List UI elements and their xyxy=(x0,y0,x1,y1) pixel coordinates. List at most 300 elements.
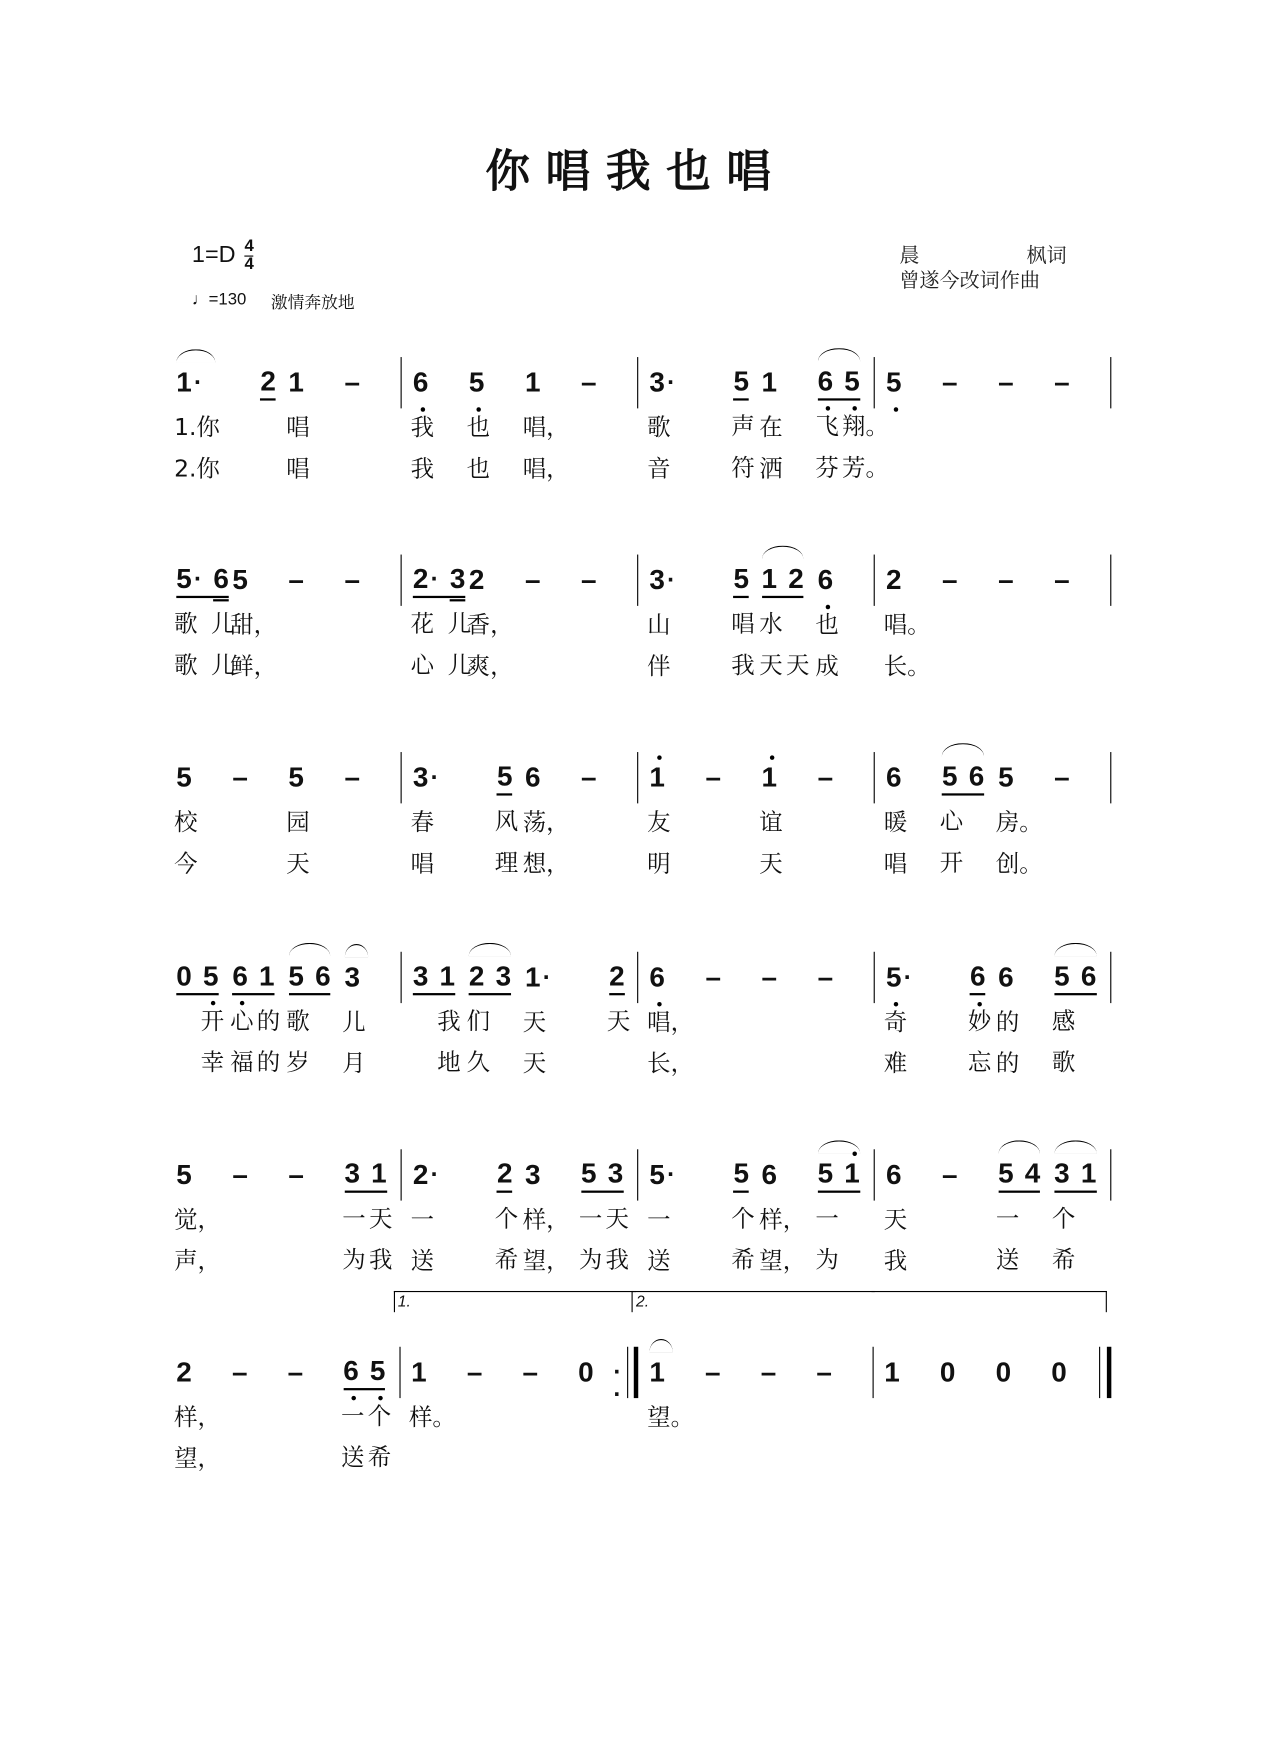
beat xyxy=(815,1149,874,1273)
note-digit: 5 xyxy=(733,365,750,397)
volta-bracket: 2. xyxy=(632,1291,875,1312)
note xyxy=(522,762,570,878)
key-label: 1=D xyxy=(191,242,236,268)
lyric-verse-1: 暖 xyxy=(883,808,908,836)
measure xyxy=(873,1347,1111,1398)
note xyxy=(785,562,810,678)
beat xyxy=(581,752,637,803)
time-denominator: 4 xyxy=(244,254,254,274)
beat xyxy=(731,1149,761,1273)
note-digit: 3 xyxy=(344,1157,361,1189)
beat xyxy=(494,1149,525,1273)
note-digit: 3 xyxy=(344,961,361,994)
measure xyxy=(875,555,1112,680)
expression-text: 激情奔放地 xyxy=(270,293,355,313)
note xyxy=(174,762,198,878)
lyric-verse-1: 甜， xyxy=(230,611,277,639)
measure xyxy=(165,1149,402,1275)
note-digit: 0 xyxy=(939,1356,956,1389)
lyric-verse-2: 唱 xyxy=(883,850,908,878)
measure xyxy=(638,357,889,483)
note xyxy=(466,564,514,680)
key-signature xyxy=(191,236,254,274)
beat xyxy=(996,1347,1052,1398)
lyric-verse-1: 一 xyxy=(815,1204,839,1232)
low-octave-dot xyxy=(894,407,898,411)
augmentation-dot: · xyxy=(667,565,676,594)
beat xyxy=(410,1149,497,1275)
lyric-verse-1: 一 xyxy=(995,1204,1020,1232)
beamed-group xyxy=(410,562,472,678)
lyric-verse-2: 想， xyxy=(522,850,570,878)
lyric-verse-2: 歌 xyxy=(174,651,198,678)
beat xyxy=(942,555,998,606)
lyric-verse-2: 天 xyxy=(522,1049,547,1077)
lyric-verse-2: 明 xyxy=(647,850,671,878)
note-digit: 6 xyxy=(315,960,331,992)
measure xyxy=(875,357,1112,408)
note xyxy=(967,960,992,1076)
beat xyxy=(1054,555,1110,606)
note-digit: 3 xyxy=(495,960,512,992)
lyric-verse-2: 儿 xyxy=(211,651,235,678)
note xyxy=(647,762,671,878)
lyric-verse-1: 天 xyxy=(368,1204,393,1232)
sustain-dash: – xyxy=(817,961,834,993)
lyric-verse-2: 长。 xyxy=(883,652,931,680)
beat xyxy=(410,555,472,678)
beat xyxy=(1051,952,1110,1076)
beat xyxy=(466,952,525,1076)
sustain-dash: – xyxy=(942,366,958,398)
measure xyxy=(638,952,875,1077)
note-digit: 2 xyxy=(412,1159,429,1191)
beat xyxy=(998,555,1054,606)
note xyxy=(815,365,839,481)
beat xyxy=(341,1347,399,1471)
note-digit: 6 xyxy=(1080,960,1097,992)
lyric-verse-1: 我 xyxy=(437,1007,461,1034)
measure xyxy=(402,357,639,483)
high-octave-dot xyxy=(657,755,661,759)
note-digit: 5 xyxy=(844,365,860,397)
lyric-verse-1: 的 xyxy=(256,1007,281,1034)
lyric-verse-1: 也 xyxy=(815,611,839,639)
credits xyxy=(899,243,1066,292)
beamed-group xyxy=(176,960,225,1076)
beat xyxy=(522,952,609,1077)
beat xyxy=(525,555,581,606)
sustain-dash: – xyxy=(232,1158,248,1191)
note xyxy=(939,760,964,876)
note xyxy=(408,1356,456,1431)
beamed-group xyxy=(174,562,235,678)
note-digit: 2 xyxy=(609,960,625,992)
lyric-verse-1: 也 xyxy=(466,413,491,441)
lyric-verse-1: 歌 xyxy=(174,609,198,637)
beat xyxy=(759,752,818,878)
lyric-verse-2: 送 xyxy=(995,1245,1020,1273)
note-digit: 2 xyxy=(260,365,276,397)
beat xyxy=(884,1347,940,1398)
note xyxy=(410,367,435,483)
lyric-verse-2: 幸 xyxy=(200,1048,225,1076)
note-digit: 5 xyxy=(232,564,248,596)
lyric-verse-2: 我 xyxy=(605,1245,629,1273)
lyric-verse-2: 天 xyxy=(286,850,310,878)
beat xyxy=(759,1149,818,1275)
staff-row xyxy=(165,1149,1111,1275)
note xyxy=(174,1159,221,1275)
beat xyxy=(286,357,344,483)
lyric-verse-1: 奇 xyxy=(883,1008,908,1036)
augmentation-dot: · xyxy=(903,962,912,991)
beat xyxy=(705,952,761,1003)
lyric-verse-1: 觉， xyxy=(174,1206,221,1233)
sustain-dash: – xyxy=(705,761,721,793)
note-digit: 6 xyxy=(968,760,985,792)
lyric-verse-1: 校 xyxy=(174,808,198,836)
lyric-verse-2: 今 xyxy=(174,850,198,878)
beat xyxy=(818,752,874,803)
lyric-verse-2: 希 xyxy=(494,1245,519,1273)
beat xyxy=(998,357,1054,408)
note-digit: 1 xyxy=(1080,1157,1097,1189)
note-digit: 1 xyxy=(524,961,541,994)
note-digit: 3 xyxy=(1054,1157,1070,1189)
note xyxy=(410,562,439,678)
volta-bracket-continuation xyxy=(871,1291,1107,1312)
beat xyxy=(174,555,235,678)
slur-arc xyxy=(1054,1140,1096,1153)
lyric-verse-1: 谊 xyxy=(759,808,783,836)
measure xyxy=(165,952,402,1077)
note xyxy=(883,564,931,680)
lyric-verse-1: 个 xyxy=(731,1204,755,1232)
beat xyxy=(581,357,637,408)
high-octave-dot xyxy=(769,755,773,759)
note xyxy=(578,1157,603,1273)
note xyxy=(466,367,491,483)
beat xyxy=(1054,357,1110,408)
note xyxy=(342,961,366,1077)
note-digit: 1 xyxy=(439,960,456,992)
lyric-verse-1: 天 xyxy=(883,1206,908,1233)
note-digit: 5 xyxy=(817,1157,834,1189)
lyric-verse-2: 为 xyxy=(342,1245,366,1273)
beat xyxy=(883,752,942,878)
lyric-verse-1: 歌 xyxy=(286,1007,310,1034)
note xyxy=(286,762,310,878)
measure xyxy=(875,1149,1112,1275)
note xyxy=(759,762,783,878)
beat xyxy=(761,1347,817,1398)
note xyxy=(995,961,1020,1077)
note xyxy=(647,1356,695,1431)
beat xyxy=(345,357,401,408)
note-digit: 6 xyxy=(817,365,834,397)
note xyxy=(731,1157,755,1273)
staff-row xyxy=(165,752,1111,878)
sustain-dash: – xyxy=(1054,761,1070,793)
augmentation-dot: · xyxy=(667,368,676,397)
beat xyxy=(647,952,705,1077)
measure xyxy=(402,752,639,878)
note xyxy=(883,961,912,1077)
lyric-verse-1: 们 xyxy=(466,1007,491,1034)
beat xyxy=(522,752,581,878)
note xyxy=(995,1157,1020,1273)
slur-arc xyxy=(818,348,860,361)
beat xyxy=(647,752,705,878)
lyric-verse-2: 天 xyxy=(759,850,783,878)
beat xyxy=(883,555,942,680)
note-digit: 6 xyxy=(885,762,902,794)
lyric-verse-1: 一 xyxy=(341,1402,365,1429)
note-digit: 1 xyxy=(411,1356,427,1389)
note-digit: 6 xyxy=(343,1355,359,1387)
note-digit: 1 xyxy=(761,562,778,595)
note-digit: 3 xyxy=(524,1159,541,1191)
note-digit: 5 xyxy=(942,760,958,792)
note xyxy=(606,960,631,1034)
note xyxy=(315,960,331,991)
beat xyxy=(342,1149,401,1273)
beat xyxy=(762,952,818,1003)
lyric-verse-2: 芳。 xyxy=(842,453,889,481)
beat xyxy=(883,952,970,1077)
note xyxy=(447,562,472,678)
measure xyxy=(636,1292,873,1431)
note-digit: 5 xyxy=(885,961,902,994)
augmentation-dot: · xyxy=(430,1160,439,1189)
note xyxy=(815,564,839,680)
tempo-marking xyxy=(192,290,355,313)
note xyxy=(286,367,310,483)
note-digit: 5 xyxy=(733,562,750,595)
lyric-verse-2: 符 xyxy=(731,453,755,481)
note xyxy=(995,762,1043,878)
lyric-verse-1: 的 xyxy=(995,1008,1020,1036)
sustain-dash: – xyxy=(231,1356,248,1388)
note-digit: 6 xyxy=(998,961,1014,994)
lyric-verse-2: 难 xyxy=(883,1049,908,1077)
beat xyxy=(816,1347,872,1398)
measure xyxy=(638,752,875,878)
lyric-verse-2: 望， xyxy=(522,1247,570,1275)
beat xyxy=(412,952,469,1076)
lyric-verse-2: 的 xyxy=(256,1048,281,1076)
lyric-verse-1: 在 xyxy=(759,413,783,441)
note xyxy=(759,367,783,483)
sustain-dash: – xyxy=(232,761,248,793)
note-digit: 5 xyxy=(176,1159,192,1191)
lyric-verse-1: 天 xyxy=(605,1204,629,1232)
lyric-verse-2: 声， xyxy=(174,1247,221,1275)
beat xyxy=(942,357,998,408)
augmentation-dot: · xyxy=(430,763,439,792)
note xyxy=(996,1357,1012,1388)
slur-arc xyxy=(469,942,511,955)
lyric-verse-1: 一 xyxy=(410,1206,435,1233)
note xyxy=(1051,1157,1076,1273)
beat xyxy=(940,1347,996,1398)
note xyxy=(410,1159,439,1275)
beat xyxy=(647,1347,705,1431)
note-digit: 5 xyxy=(649,1159,665,1191)
note-digit: 3 xyxy=(449,562,466,595)
lyric-verse-2: 希 xyxy=(731,1245,755,1273)
note xyxy=(1051,960,1076,1076)
note xyxy=(413,960,429,991)
lyric-verse-2: 望， xyxy=(174,1444,221,1472)
beat xyxy=(1051,1347,1107,1398)
lyric-verse-1: 感 xyxy=(1051,1007,1076,1034)
note xyxy=(647,367,676,483)
beat xyxy=(883,1149,942,1275)
note-digit: 1 xyxy=(524,367,541,399)
note-digit: 4 xyxy=(1024,1157,1041,1189)
slur-arc xyxy=(345,944,368,957)
beat xyxy=(174,1347,232,1472)
beat xyxy=(232,752,288,803)
note-digit: 6 xyxy=(817,564,834,596)
beat xyxy=(522,1149,581,1275)
sustain-dash: – xyxy=(581,761,597,793)
lyric-verse-2: 芬 xyxy=(815,453,839,481)
sustain-dash: – xyxy=(288,1158,304,1191)
note-digit: 0 xyxy=(995,1356,1012,1389)
lyric-verse-2: 为 xyxy=(815,1245,839,1273)
note xyxy=(647,564,676,680)
measure xyxy=(402,1149,639,1275)
note-digit: 2 xyxy=(412,562,429,595)
note xyxy=(883,1159,908,1275)
lyric-verse-1: 妙 xyxy=(967,1007,992,1034)
note-digit: 5 xyxy=(998,1157,1014,1189)
lyric-verse-2: 唱 xyxy=(286,455,310,483)
beat xyxy=(345,752,401,803)
beat xyxy=(995,1149,1054,1273)
lyric-verse-2: 久 xyxy=(466,1048,491,1076)
beat xyxy=(939,752,998,876)
note-digit: 5 xyxy=(369,1355,386,1387)
measure xyxy=(402,952,639,1077)
note-digit: 3 xyxy=(649,564,665,596)
note-digit: 2 xyxy=(468,564,485,596)
measure xyxy=(402,555,639,680)
lyric-verse-2: 鲜， xyxy=(230,652,277,680)
beamed-group xyxy=(759,562,810,678)
sustain-dash: – xyxy=(1054,564,1070,596)
lyric-verse-1: 样， xyxy=(174,1403,221,1431)
note xyxy=(466,960,491,1076)
note-digit: 0 xyxy=(1051,1356,1067,1389)
lyric-verse-2: 开 xyxy=(939,848,964,876)
beat xyxy=(647,1149,733,1275)
beamed-group xyxy=(1051,960,1097,1076)
sustain-dash: – xyxy=(761,961,778,993)
lyric-verse-2: 岁 xyxy=(286,1048,310,1076)
lyric-verse-1: 天 xyxy=(522,1008,547,1036)
note-digit: 5 xyxy=(176,762,192,794)
note-digit: 1 xyxy=(649,1356,665,1389)
note-digit: 5 xyxy=(581,1157,597,1189)
note xyxy=(1081,960,1097,991)
sustain-dash: – xyxy=(942,564,958,596)
beat xyxy=(995,952,1054,1077)
lyricist-credit xyxy=(899,243,1066,268)
sustain-dash: – xyxy=(1054,366,1070,398)
note-digit: 1 xyxy=(761,762,778,794)
lyric-verse-2: 歌 xyxy=(1051,1048,1076,1076)
lyric-verse-1: 飞 xyxy=(815,412,839,440)
measure xyxy=(397,1292,638,1431)
staff-row xyxy=(165,357,1111,483)
beat xyxy=(494,752,525,876)
beat xyxy=(410,357,469,483)
staff-row xyxy=(165,1292,1111,1472)
note xyxy=(367,1355,392,1471)
beat xyxy=(466,555,525,680)
note-digit: 6 xyxy=(213,562,229,595)
note xyxy=(260,365,276,400)
beat xyxy=(578,1347,634,1398)
note xyxy=(969,760,985,791)
lyric-verse-2: 希 xyxy=(1051,1245,1076,1273)
note xyxy=(368,1157,393,1273)
lyric-verse-2: 为 xyxy=(578,1245,603,1273)
beat xyxy=(410,752,497,878)
beat xyxy=(815,357,889,481)
beat xyxy=(174,1149,232,1275)
sustain-dash: – xyxy=(344,366,361,398)
slur-arc xyxy=(649,1339,672,1352)
note xyxy=(731,562,755,678)
note-digit: 1 xyxy=(176,367,192,399)
lyric-verse-2: 希 xyxy=(367,1443,392,1471)
beat xyxy=(260,357,288,408)
lyric-verse-2: 成 xyxy=(815,652,839,680)
note-digit: 6 xyxy=(970,960,986,992)
note-digit: 2 xyxy=(468,960,485,992)
note-digit: 5 xyxy=(733,1157,750,1189)
sustain-dash: – xyxy=(816,1356,832,1388)
lyric-verse-2: 的 xyxy=(995,1049,1020,1077)
note xyxy=(605,1157,629,1273)
note xyxy=(341,1355,365,1471)
beat xyxy=(818,952,874,1003)
note-digit: 5 xyxy=(176,562,192,595)
lyric-verse-2: 伴 xyxy=(647,652,671,680)
note-digit: 5 xyxy=(885,367,902,399)
measure xyxy=(165,752,402,878)
lyricist-name-a: 晨 xyxy=(899,244,920,267)
lyric-verse-1: 我 xyxy=(410,413,435,441)
note xyxy=(844,1158,860,1189)
beat xyxy=(705,1347,761,1398)
lyric-verse-1: 唱， xyxy=(522,413,570,441)
note-digit: 6 xyxy=(761,1159,778,1191)
note xyxy=(1081,1158,1097,1189)
lyric-verse-1: 儿 xyxy=(211,609,235,637)
note xyxy=(286,960,310,1076)
measure xyxy=(165,555,402,680)
tempo-value: ♩=130 xyxy=(191,290,247,310)
lyric-verse-1: 1.你 xyxy=(174,413,220,441)
note xyxy=(815,1157,839,1273)
beamed-group xyxy=(815,1157,860,1273)
